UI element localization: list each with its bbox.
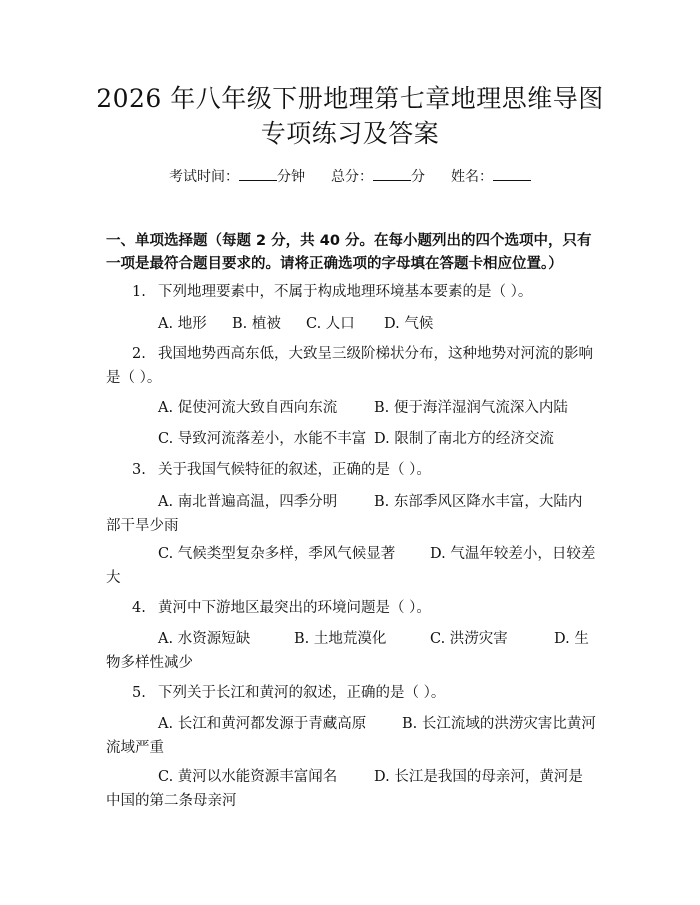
time-label: 考试时间： xyxy=(169,169,239,185)
option-a[interactable]: A. 水资源短缺 xyxy=(158,631,251,647)
question-2-stem xyxy=(106,342,596,390)
question-3-stem xyxy=(106,458,596,482)
question-text: 下列关于长江和黄河的叙述，正确的是（ ）。 xyxy=(158,685,446,701)
name-blank[interactable] xyxy=(493,168,531,181)
time-blank[interactable] xyxy=(239,168,277,181)
question-number: 5. xyxy=(132,685,146,701)
question-text: 黄河中下游地区最突出的环境问题是（ ）。 xyxy=(158,600,431,616)
question-text: 我国地势西高东低，大致呈三级阶梯状分布，这种地势对河流的影响是（ ）。 xyxy=(106,346,593,386)
option-a[interactable]: A. 南北普遍高温，四季分明 xyxy=(158,494,338,510)
option-b[interactable]: B. 植被 xyxy=(232,316,281,332)
option-b[interactable]: B. 土地荒漠化 xyxy=(294,631,387,647)
option-c[interactable]: C. 人口 xyxy=(306,316,355,332)
option-a[interactable]: A. 长江和黄河都发源于青藏高原 xyxy=(158,716,367,732)
option-c[interactable]: C. 气候类型复杂多样，季风气候显著 xyxy=(158,546,396,562)
question-4-stem xyxy=(106,596,596,620)
question-1-stem xyxy=(106,280,596,304)
score-unit: 分 xyxy=(411,169,425,185)
option-d[interactable]: D. 限制了南北方的经济交流 xyxy=(374,431,554,447)
question-3-option-d[interactable]: D. 气温年较差小，日较差大 xyxy=(106,546,596,586)
exam-info-line xyxy=(0,168,700,186)
question-5-stem xyxy=(106,681,596,705)
name-label: 姓名： xyxy=(451,169,493,185)
question-text: 关于我国气候特征的叙述，正确的是（ ）。 xyxy=(158,462,431,478)
option-a[interactable]: A. 地形 xyxy=(158,316,207,332)
question-text: 下列地理要素中，不属于构成地理环境基本要素的是（ ）。 xyxy=(158,284,533,300)
question-3-option-b[interactable]: B. 东部季风区降水丰富，大陆内部干旱少雨 xyxy=(106,494,583,534)
score-label: 总分： xyxy=(331,169,373,185)
question-number: 3. xyxy=(132,462,146,478)
time-unit: 分钟 xyxy=(277,169,305,185)
option-c[interactable]: C. 洪涝灾害 xyxy=(430,631,508,647)
option-c[interactable]: C. 黄河以水能资源丰富闻名 xyxy=(158,769,338,785)
option-d[interactable]: D. 气候 xyxy=(384,316,434,332)
option-c[interactable]: C. 导致河流落差小，水能不丰富 xyxy=(158,431,367,447)
question-5-option-b[interactable]: B. 长江流域的洪涝灾害比黄河流域严重 xyxy=(106,716,596,756)
question-number: 2. xyxy=(132,346,146,362)
page-title-line-2: 专项练习及答案 xyxy=(260,119,440,148)
page-title-line-1: 2026 年八年级下册地理第七章地理思维导图 xyxy=(96,84,604,113)
question-4-option-d[interactable]: D. 生物多样性减少 xyxy=(106,631,589,671)
section-heading: 一、单项选择题（每题 2 分，共 40 分。在每小题列出的四个选项中，只有一项是最符合题目要求的。请将正确选项的字母填在答题卡相应位置。） xyxy=(106,233,592,272)
option-b[interactable]: B. 便于海洋湿润气流深入内陆 xyxy=(374,400,568,416)
question-number: 4. xyxy=(132,600,146,616)
question-number: 1. xyxy=(132,284,146,300)
question-5-option-d[interactable]: D. 长江是我国的母亲河，黄河是中国的第二条母亲河 xyxy=(106,769,583,809)
option-a[interactable]: A. 促使河流大致自西向东流 xyxy=(158,400,338,416)
score-blank[interactable] xyxy=(373,168,411,181)
